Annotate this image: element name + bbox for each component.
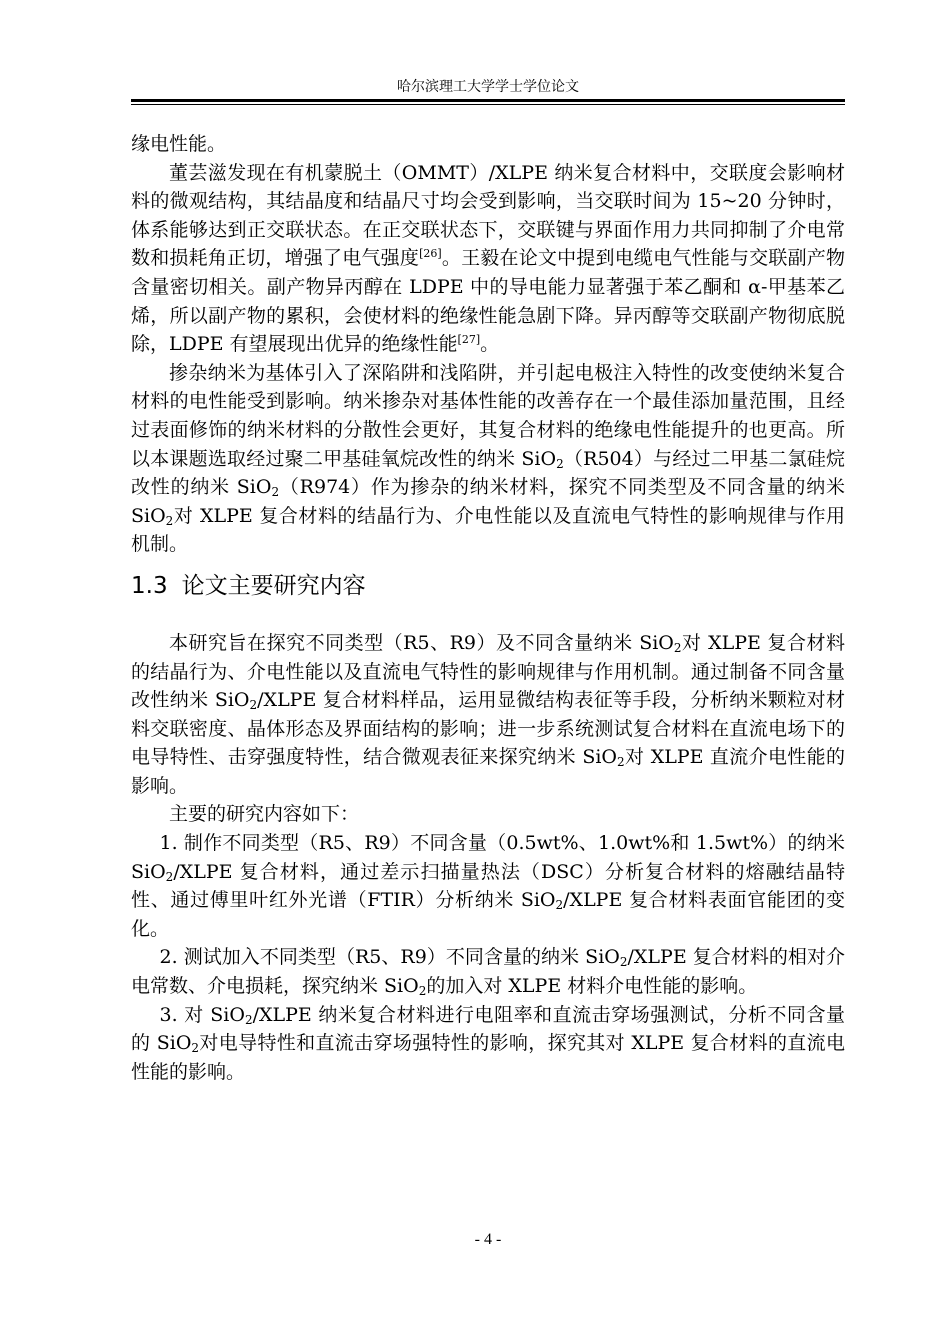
header-rule-thick [131,99,845,102]
subscript: 2 [617,755,625,770]
text-run: /XLPE 纳米复合材料进行电阻率和直流击穿场强测试，分析不同含量的 SiO [131,1003,845,1055]
paragraph-list-intro: 主要的研究内容如下： [169,803,360,826]
text-run: 对电导特性和直流击穿场强特性的影响，探究其对 XLPE 复合材料的直流电性能的影响。 [131,1032,845,1083]
text-run: 。 [480,333,500,356]
text-run: （R504）与经过二甲基二氯硅烷改性的纳米 SiO [131,447,845,499]
citation-27: [27] [457,333,481,347]
subscript: 2 [165,513,174,528]
subscript: 2 [619,955,628,970]
section-title: 论文主要研究内容 [181,572,366,599]
header-rule-thin [131,104,845,105]
text-run: 。王毅在论文中提到电缆电气性能与交联副产物含量密切相关。副产物异丙醇在 LDPE 中的导电能力显著强于苯乙酮和 α-甲基苯乙烯，所以副产物的累积，会使材料的绝缘性能急剧下降。异丙醇等交联副产物彻底脱除，LDPE 有望展现出优异的绝缘性能 [131,247,845,356]
text-run: 对 XLPE 直流介电性能的影响。 [131,746,845,797]
section-number: 1.3 [131,572,168,599]
list-item-1 [131,829,845,943]
paragraph-continuation: 缘电性能。 [131,133,227,155]
subscript: 2 [555,898,564,913]
text-run: /XLPE 复合材料，通过差示扫描量热法（DSC）分析复合材料的熔融结晶特性、通过傅里叶红外光谱（FTIR）分析纳米 SiO [131,860,845,912]
list-item-3 [131,1001,845,1087]
subscript: 2 [191,1041,200,1056]
paragraph-research-aim [131,629,845,801]
paragraph-ommt-xlpe [131,159,845,359]
list-item-2 [131,943,845,1000]
subscript: 2 [418,984,427,999]
subscript: 2 [244,1012,253,1027]
subscript: 2 [165,869,174,884]
text-run: 2. 测试加入不同类型（R5、R9）不同含量的纳米 SiO [159,946,620,969]
text-run: 的加入对 XLPE 材料介电性能的影响。 [426,975,758,998]
page-body [131,130,845,1086]
text-run: 对 XLPE 复合材料的结晶行为、介电性能以及直流电气特性的影响规律与作用机制。 [131,504,845,556]
text-run: /XLPE 复合材料表面官能团的变化。 [131,889,845,940]
section-heading [131,569,845,603]
subscript: 2 [271,485,280,500]
subscript: 2 [556,456,564,471]
text-run: 董芸滋发现在有机蒙脱土（OMMT）/XLPE 纳米复合材料中，交联度会影响材料的微观结构，其结晶度和结晶尺寸均会受到影响，当交联时间为 15~20 分钟时，体系能够达到正交联状态。在正交联状态下，交联键与界面作用力共同抑制了介电常数和损耗角正切，增强了电气强度 [131,161,845,270]
running-header: 哈尔滨理工大学学士学位论文 [397,79,579,95]
subscript: 2 [673,640,682,655]
text-run: 本研究旨在探究不同类型（R5、R9）及不同含量纳米 SiO [169,631,674,654]
text-run: 掺杂纳米为基体引入了深陷阱和浅陷阱，并引起电极注入特性的改变使纳米复合材料的电性能受到影响。纳米掺杂对基体性能的改善存在一个最佳添加量范围，且经过表面修饰的纳米材料的分散性会更好，其复合材料的绝缘电性能提升的也更高。所以本课题选取经过聚二甲基硅氧烷改性的纳米 SiO [131,361,845,470]
citation-26: [26] [419,247,442,261]
subscript: 2 [249,698,258,713]
text-run: /XLPE 复合材料样品，运用显微结构表征等手段，分析纳米颗粒对材料交联密度、晶体形态及界面结构的影响；进一步系统测试复合材料在直流电场下的电导特性、击穿强度特性，结合微观表征来探究纳米 SiO [131,689,845,769]
text-run: 3. 对 SiO [159,1003,245,1026]
page-number: - 4 - [474,1231,502,1248]
text-run: （R974）作为掺杂的纳米材料，探究不同类型及不同含量的纳米 SiO [131,476,845,527]
paragraph-nano-doping [131,359,845,559]
text-run: /XLPE 复合材料的相对介电常数、介电损耗，探究纳米 SiO [131,946,845,998]
text-run: 1. 制作不同类型（R5、R9）不同含量（0.5wt%、1.0wt%和 1.5wt%）的纳米 SiO [131,832,845,883]
text-run: 对 XLPE 复合材料的结晶行为、介电性能以及直流电气特性的影响规律与作用机制。通过制备不同含量改性纳米 SiO [131,631,845,712]
